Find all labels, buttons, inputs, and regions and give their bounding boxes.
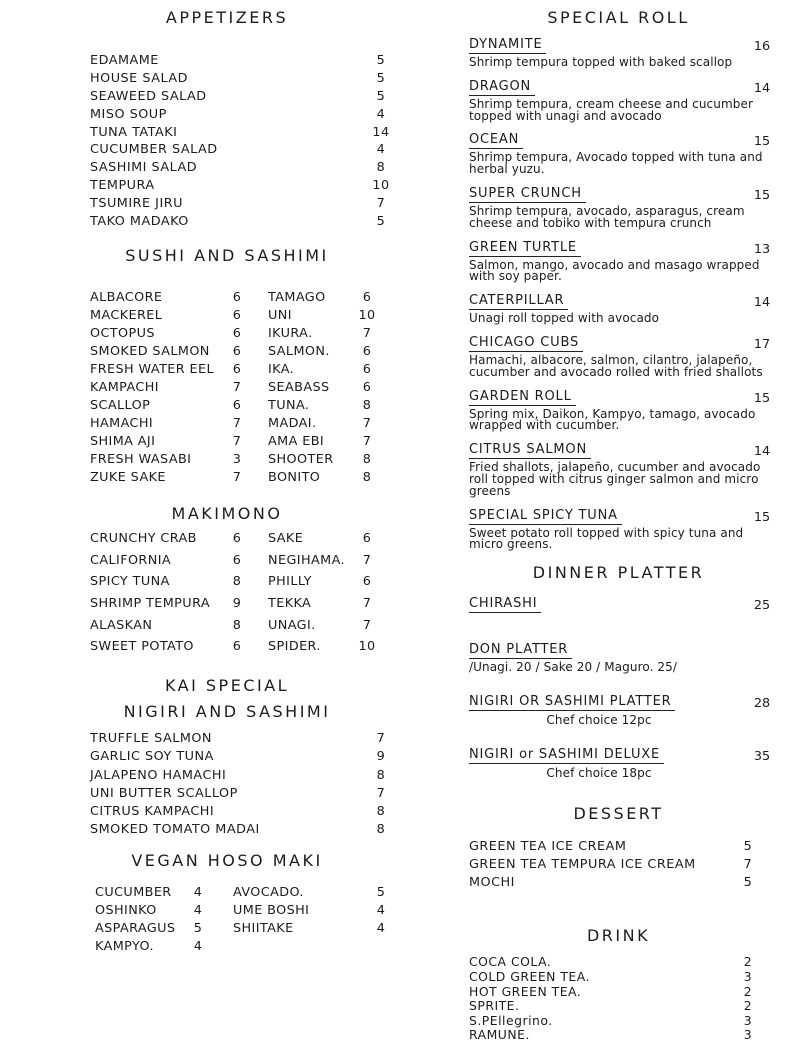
menu-section-special-roll [462,8,775,551]
item-price: 6 [225,362,249,377]
item-price: 5 [368,214,394,229]
item-name: KAMPYO. [95,939,187,954]
menu-item-row [462,874,775,892]
section-items [60,730,394,839]
item-price: 6 [225,531,249,546]
menu-item-pair-row [60,469,380,487]
menu-item [462,643,775,674]
item-name: CHICAGO CUBS [469,336,583,352]
item-name: SPRITE. [469,998,735,1013]
item-price: 14 [749,82,775,96]
menu-item-head [469,748,775,764]
menu-item [462,133,775,176]
item-description: Unagi roll topped with avocado [469,313,775,325]
item-name: GARDEN ROLL [469,390,576,406]
item-price: 4 [368,107,394,122]
item-price: 7 [225,434,249,449]
item-price: 6 [225,553,249,568]
item-price: 8 [225,574,249,589]
item-name: CITRUS KAMPACHI [90,804,368,819]
section-title: APPETIZERS [60,8,394,28]
item-name: SEAWEED SALAD [90,89,368,104]
item-name: CUCUMBER SALAD [90,142,368,157]
section-items [462,597,775,779]
item-name: TAKO MADAKO [90,214,368,229]
item-name: ASPARAGUS [95,921,187,936]
menu-item-row [60,141,394,159]
item-name: SPICY TUNA [90,574,225,589]
item-name: PHILLY [249,574,354,589]
section-title: SPECIAL ROLL [462,8,775,28]
item-price: 6 [225,344,249,359]
menu-item-pair-row [60,324,380,342]
item-name: TUNA TATAKI [90,125,368,140]
item-description: Chef choice 18pc [469,768,729,780]
item-name: UNI [249,308,354,323]
item-name: ALBACORE [90,290,225,305]
menu-item [462,38,775,69]
menu-section-appetizers [60,8,394,230]
menu-item [462,390,775,433]
item-description: Shrimp tempura, cream cheese and cucumber topped with unagi and avocado [469,99,775,123]
item-name: SHRIMP TEMPURA [90,596,225,611]
item-price: 15 [749,189,775,203]
item-name: CUCUMBER [95,885,187,900]
item-name: SHIITAKE [209,921,368,936]
item-price: 7 [354,416,380,431]
item-price: 9 [225,596,249,611]
menu-item-pair-row [60,884,394,902]
item-price: 6 [354,362,380,377]
item-name: SCALLOP [90,398,225,413]
item-name: FRESH WASABI [90,452,225,467]
item-price: 16 [749,40,775,54]
menu-item [462,443,775,497]
item-price: 8 [368,804,394,819]
item-name: SPECIAL SPICY TUNA [469,509,622,525]
item-description: Chef choice 12pc [469,715,729,727]
item-price: 25 [749,599,775,613]
menu-item-row [462,838,775,856]
menu-item-row [462,969,775,984]
item-description: Fried shallots, jalapeño, cucumber and avocado roll topped with citrus ginger salmon and micro greens [469,462,775,497]
item-price: 8 [368,160,394,175]
item-name: IKURA. [249,326,354,341]
item-name: MADAI. [249,416,354,431]
item-name: COCA COLA. [469,954,735,969]
item-description: Shrimp tempura, avocado, asparagus, cream cheese and tobiko with tempura crunch [469,206,775,230]
menu-item-row [60,802,394,820]
item-price: 15 [749,511,775,525]
menu-item-row [462,1028,775,1042]
menu-item-pair-row [60,528,380,550]
item-price: 13 [749,243,775,257]
item-name: DYNAMITE [469,38,546,54]
item-price: 10 [354,308,380,323]
menu-item-pair-row [60,636,380,658]
item-price: 8 [354,398,380,413]
menu-item-pair-row [60,288,380,306]
item-name: GREEN TEA TEMPURA ICE CREAM [469,857,735,872]
menu-section-kai-special [60,676,394,839]
section-title: KAI SPECIAL [60,676,394,696]
section-title: VEGAN HOSO MAKI [60,851,394,871]
item-price: 6 [354,344,380,359]
item-name: OSHINKO [95,903,187,918]
item-description: Shrimp tempura topped with baked scallop [469,57,775,69]
item-name: CRUNCHY CRAB [90,531,225,546]
menu-item-row [60,748,394,766]
item-name: UNI BUTTER SCALLOP [90,786,368,801]
item-name: UNAGI. [249,618,354,633]
item-price: 2 [735,998,761,1013]
item-name: MACKEREL [90,308,225,323]
menu-section-dinner-platter [462,563,775,779]
menu-section-vegan-hoso-maki [60,851,394,956]
item-name: TAMAGO [249,290,354,305]
item-name: SWEET POTATO [90,639,225,654]
item-price: 5 [368,53,394,68]
menu-item-pair-row [60,415,380,433]
item-name: MISO SOUP [90,107,368,122]
item-name: SEABASS [249,380,354,395]
menu-item-row [462,984,775,999]
item-price: 8 [225,618,249,633]
menu-item-row [60,194,394,212]
menu-item-head [469,187,775,203]
item-name: CALIFORNIA [90,553,225,568]
menu-item-head [469,241,775,257]
menu-item-head [469,38,775,54]
item-price: 2 [735,984,761,999]
item-description: /Unagi. 20 / Sake 20 / Maguro. 25/ [469,662,775,674]
section-items [60,52,394,230]
item-price: 6 [225,398,249,413]
item-name: DON PLATTER [469,643,572,659]
menu-item-row [60,784,394,802]
item-name: SMOKED SALMON [90,344,225,359]
menu-item-pair-row [60,360,380,378]
menu-item-head [469,390,775,406]
item-description: Salmon, mango, avocado and masago wrapped with soy paper. [469,260,775,284]
item-name: GREEN TEA ICE CREAM [469,839,735,854]
menu-item-row [60,177,394,195]
item-name: SHIMA AJI [90,434,225,449]
item-price: 7 [354,326,380,341]
menu-section-sushi-and-sashimi [60,246,394,487]
menu-item [462,294,775,325]
section-title: DINNER PLATTER [462,563,775,583]
item-price: 7 [735,857,761,872]
menu-item-row [60,159,394,177]
item-name: NEGIHAMA. [249,553,354,568]
menu-item-row [462,955,775,970]
menu-item [462,80,775,123]
item-name: SASHIMI SALAD [90,160,368,175]
item-name: TUNA. [249,398,354,413]
menu-item-pair-row [60,378,380,396]
item-price: 9 [368,749,394,764]
menu-section-makimono [60,504,394,658]
item-price: 6 [225,639,249,654]
section-items [462,955,775,1042]
item-price: 4 [368,921,394,936]
item-name: HAMACHI [90,416,225,431]
menu-item-row [60,52,394,70]
menu-item [462,748,775,780]
section-title: DESSERT [462,804,775,824]
item-name: TSUMIRE JIRU [90,196,368,211]
menu-item-head [469,597,775,613]
item-description: Spring mix, Daikon, Kampyo, tamago, avocado wrapped with cucumber. [469,409,775,433]
item-price: 15 [749,392,775,406]
item-price: 5 [735,839,761,854]
item-name: SUPER CRUNCH [469,187,586,203]
menu-item-row [462,998,775,1013]
item-price: 7 [225,380,249,395]
item-price: 7 [354,553,380,568]
menu-item [462,695,775,727]
item-price: 10 [354,639,380,654]
menu-item-head [469,509,775,525]
item-price: 3 [735,1027,761,1042]
item-name: CATERPILLAR [469,294,568,310]
item-description: Shrimp tempura, Avocado topped with tuna and herbal yuzu. [469,152,775,176]
menu-item [462,597,775,613]
menu-item-row [60,105,394,123]
item-price: 14 [749,445,775,459]
item-description: Hamachi, albacore, salmon, cilantro, jalapeño, cucumber and avocado rolled with fried shallots [469,355,775,379]
menu-item-head [469,336,775,352]
item-price: 6 [225,326,249,341]
item-price: 7 [368,731,394,746]
item-name: EDAMAME [90,53,368,68]
section-title: DRINK [462,926,775,946]
item-name: S.PEllegrino. [469,1013,735,1028]
menu-item-head [469,443,775,459]
item-price: 8 [368,822,394,837]
item-price: 4 [187,939,209,954]
item-name: COLD GREEN TEA. [469,969,735,984]
section-items [60,288,394,487]
item-price: 5 [368,71,394,86]
item-name: TRUFFLE SALMON [90,731,368,746]
item-price: 5 [368,89,394,104]
menu-item-pair-row [60,593,380,615]
menu-column-left [60,6,394,956]
item-price: 7 [225,470,249,485]
item-name: RAMUNE. [469,1027,735,1042]
menu-item-row [60,821,394,839]
item-name: TEMPURA [90,178,368,193]
item-name: BONITO [249,470,354,485]
item-name: CITRUS SALMON [469,443,591,459]
item-name: AMA EBI [249,434,354,449]
item-name: NIGIRI OR SASHIMI PLATTER [469,695,675,711]
menu-item-head [469,133,775,149]
menu-item-row [60,70,394,88]
item-price: 4 [368,142,394,157]
menu-item-pair-row [60,920,394,938]
item-price: 7 [354,596,380,611]
item-name: AVOCADO. [209,885,368,900]
item-name: FRESH WATER EEL [90,362,225,377]
item-name: SALMON. [249,344,354,359]
menu-item-head [469,80,775,96]
item-name: GREEN TURTLE [469,241,581,257]
menu-item-head [469,695,775,711]
item-name: SPIDER. [249,639,354,654]
item-name: SMOKED TOMATO MADAI [90,822,368,837]
menu-item-row [60,88,394,106]
item-name: DRAGON [469,80,535,96]
section-items [462,838,775,892]
item-price: 4 [187,885,209,900]
item-price: 7 [368,196,394,211]
item-price: 4 [187,903,209,918]
item-name: ZUKE SAKE [90,470,225,485]
menu-item [462,509,775,552]
item-name: MOCHI [469,875,735,890]
item-price: 5 [735,875,761,890]
menu-section-drink [462,926,775,1042]
item-price: 3 [225,452,249,467]
item-price: 3 [735,969,761,984]
item-price: 6 [354,380,380,395]
menu-item-pair-row [60,342,380,360]
item-name: SAKE [249,531,354,546]
menu-item-pair-row [60,433,380,451]
item-name: SHOOTER [249,452,354,467]
item-name: ALASKAN [90,618,225,633]
item-price: 6 [225,308,249,323]
menu-item-pair-row [60,571,380,593]
item-name: JALAPENO HAMACHI [90,768,368,783]
item-price: 7 [368,786,394,801]
menu-item-pair-row [60,614,380,636]
item-price: 7 [354,618,380,633]
menu-item-pair-row [60,550,380,572]
menu-item-pair-row [60,451,380,469]
menu-item-row [462,1013,775,1028]
item-price: 8 [354,452,380,467]
menu-item-row [462,856,775,874]
menu-item-row [60,212,394,230]
menu-item-row [60,730,394,748]
menu-item [462,187,775,230]
item-price: 8 [354,470,380,485]
item-name: IKA. [249,362,354,377]
item-name: HOUSE SALAD [90,71,368,86]
section-title: NIGIRI AND SASHIMI [60,702,394,722]
menu-item-pair-row [60,306,380,324]
item-price: 14 [749,296,775,310]
item-price: 6 [354,290,380,305]
section-items [60,884,394,956]
menu-item-pair-row [60,902,394,920]
item-price: 3 [735,1013,761,1028]
item-name: NIGIRI or SASHIMI DELUXE [469,748,664,764]
item-price: 17 [749,338,775,352]
item-name: CHIRASHI [469,597,541,613]
item-price: 35 [749,750,775,764]
item-price: 6 [354,574,380,589]
section-title: SUSHI AND SASHIMI [60,246,394,266]
item-price: 5 [368,885,394,900]
item-price: 6 [225,290,249,305]
item-price: 15 [749,135,775,149]
menu-item-pair-row [60,397,380,415]
section-title: MAKIMONO [60,504,394,524]
menu-item [462,241,775,284]
menu-item-row [60,123,394,141]
menu-column-right [462,6,775,1042]
menu-item-row [60,766,394,784]
item-price: 4 [368,903,394,918]
item-price: 10 [368,178,394,193]
item-price: 28 [749,697,775,711]
item-price: 7 [354,434,380,449]
item-name: UME BOSHI [209,903,368,918]
item-name: TEKKA [249,596,354,611]
item-name: KAMPACHI [90,380,225,395]
menu-item-head [469,643,775,659]
item-price: 6 [354,531,380,546]
item-price: 14 [368,125,394,140]
item-name: HOT GREEN TEA. [469,984,735,999]
item-price: 8 [368,768,394,783]
section-items [60,528,394,658]
item-price: 5 [187,921,209,936]
menu-item-head [469,294,775,310]
menu-item-pair-row [60,938,394,956]
section-items [462,38,775,551]
item-price: 2 [735,954,761,969]
item-name: GARLIC SOY TUNA [90,749,368,764]
item-name: OCTOPUS [90,326,225,341]
menu-item [462,336,775,379]
menu-section-dessert [462,804,775,892]
item-description: Sweet potato roll topped with spicy tuna and micro greens. [469,528,775,552]
item-price: 7 [225,416,249,431]
item-name: OCEAN [469,133,523,149]
